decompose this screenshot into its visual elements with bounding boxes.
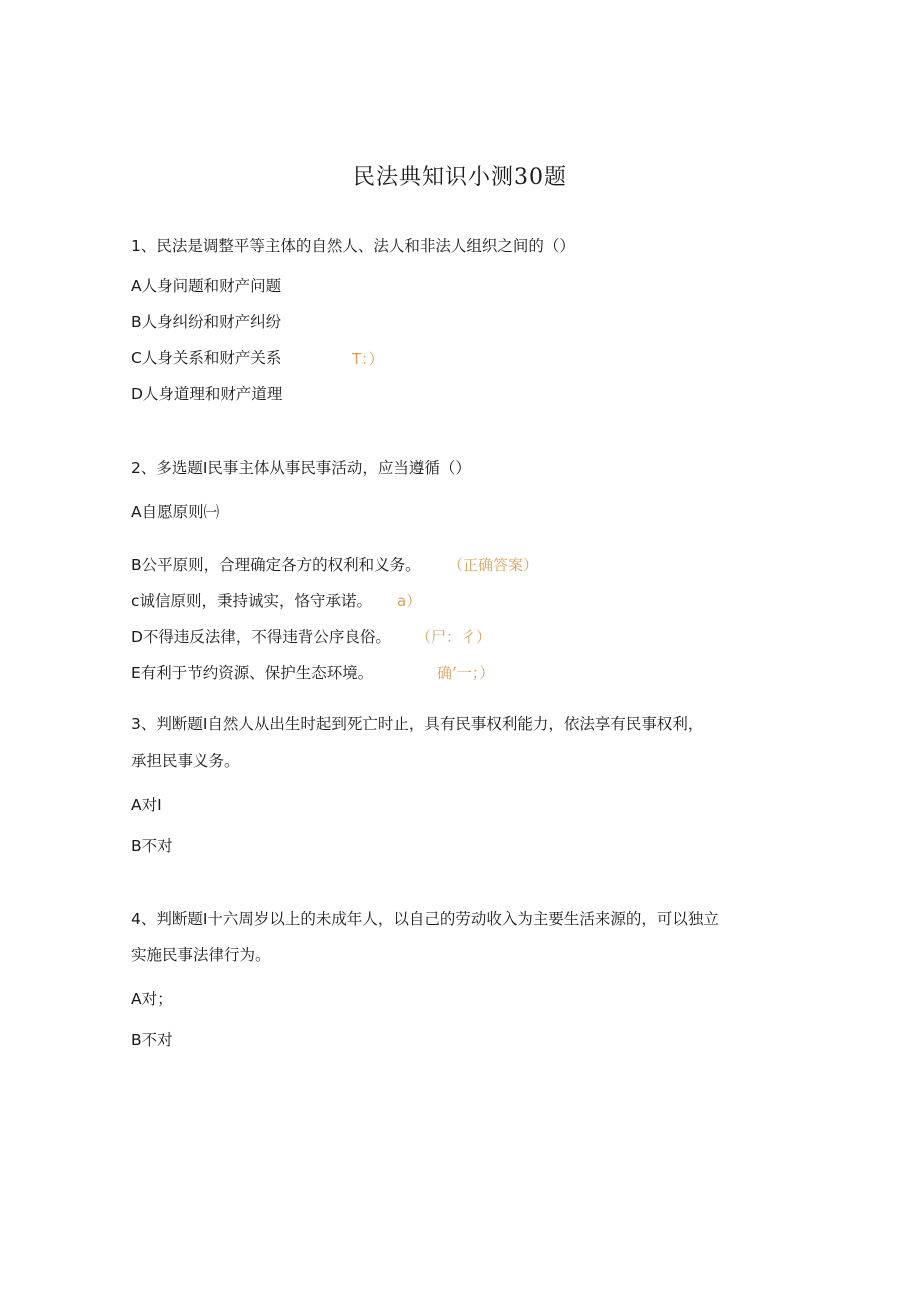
question-2-stem: 2、多选题I民事主体从事民事活动，应当遵循（） <box>131 459 471 477</box>
question-4-option-a: A对； <box>131 990 173 1008</box>
question-1-option-b: B人身纠纷和财产纠纷 <box>131 313 282 331</box>
question-2-option-a: A自愿原则㈠ <box>131 503 220 521</box>
question-2-option-d-mark: （尸：彳） <box>416 628 492 646</box>
page-title: 民法典知识小测30题 <box>353 165 567 190</box>
question-3-stem-line-1: 3、判断题I自然人从出生时起到死亡时止，具有民事权利能力，依法享有民事权利， <box>131 715 704 733</box>
question-2-option-e: E有利于节约资源、保护生态环境。 <box>131 664 374 682</box>
question-4-stem-line-2: 实施民事法律行为。 <box>131 946 271 964</box>
question-2-option-c: c诚信原则，秉持诚实，恪守承诺。 <box>131 592 373 610</box>
question-3-stem-line-2: 承担民事义务。 <box>131 752 240 770</box>
question-2-option-e-mark: 确’一；） <box>437 664 495 682</box>
question-1-option-c: C人身关系和财产关系 <box>131 349 282 367</box>
question-2-option-b: B公平原则，合理确定各方的权利和义务。 <box>131 556 421 574</box>
question-4-stem-line-1: 4、判断题I十六周岁以上的未成年人，以自己的劳动收入为主要生活来源的，可以独立 <box>131 910 719 928</box>
question-1-option-c-mark: T：） <box>352 350 384 368</box>
question-4-option-b: B不对 <box>131 1031 173 1049</box>
question-3-option-b: B不对 <box>131 837 173 855</box>
question-1-option-d: D人身道理和财产道理 <box>131 385 283 403</box>
question-2-option-d: D不得违反法律，不得违背公序良俗。 <box>131 628 391 646</box>
question-1-option-a: A人身问题和财产问题 <box>131 277 282 295</box>
question-2-option-b-mark: （正确答案） <box>448 556 539 574</box>
question-2-option-c-mark: a） <box>397 592 422 610</box>
question-1-stem: 1、民法是调整平等主体的自然人、法人和非法人组织之间的（） <box>131 237 575 255</box>
question-3-option-a: A对I <box>131 796 162 814</box>
